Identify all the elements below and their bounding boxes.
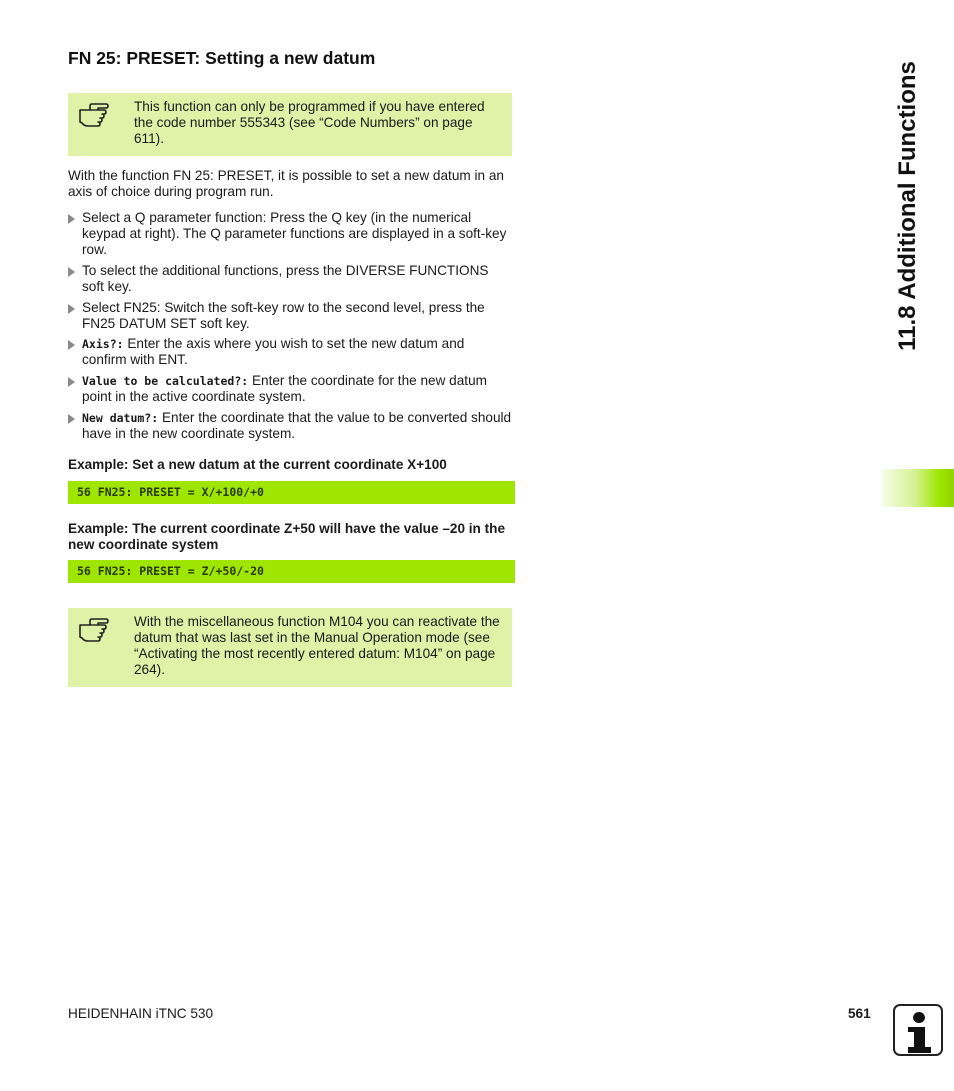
list-item bbox=[68, 336, 512, 368]
footer-product: HEIDENHAIN iTNC 530 bbox=[68, 1006, 214, 1021]
triangle-bullet-icon bbox=[68, 214, 75, 224]
triangle-bullet-icon bbox=[68, 267, 75, 277]
step-text: Enter the axis where you wish to set the new datum and confirm with ENT. bbox=[82, 336, 465, 367]
chapter-side-title bbox=[878, 56, 938, 356]
example-title-1: Example: Set a new datum at the current coordinate X+100 bbox=[68, 457, 447, 472]
list-item bbox=[68, 410, 512, 442]
chapter-tab-marker bbox=[882, 469, 954, 507]
note-text: With the miscellaneous function M104 you can reactivate the datum that was last set in the Manual Operation mode (see “Activating the most recently entered datum: M104” on page 264). bbox=[134, 614, 500, 677]
step-text: Enter the coordinate that the value to be converted should have in the new coordinate system. bbox=[82, 410, 512, 441]
list-item bbox=[68, 263, 512, 295]
pointing-hand-icon bbox=[78, 101, 110, 129]
code-block-1: 56 FN25: PRESET = X/+100/+0 bbox=[68, 481, 515, 504]
info-icon bbox=[893, 1004, 943, 1056]
intro-paragraph: With the function FN 25: PRESET, it is possible to set a new datum in an axis of choice during program run. bbox=[68, 168, 504, 199]
note-box-code-number bbox=[68, 93, 512, 156]
step-text: To select the additional functions, press the DIVERSE FUNCTIONS soft key. bbox=[82, 263, 489, 294]
note-text: This function can only be programmed if you have entered the code number 555343 (see “Code Numbers” on page 611). bbox=[134, 99, 485, 146]
triangle-bullet-icon bbox=[68, 414, 75, 424]
list-item bbox=[68, 373, 512, 405]
list-item bbox=[68, 300, 512, 332]
step-text: Enter the coordinate for the new datum point in the active coordinate system. bbox=[82, 373, 487, 404]
code-block-2: 56 FN25: PRESET = Z/+50/-20 bbox=[68, 560, 515, 583]
page-number: 561 bbox=[848, 1006, 871, 1021]
pointing-hand-icon bbox=[78, 616, 110, 644]
example-title-2: Example: The current coordinate Z+50 will have the value –20 in the new coordinate system bbox=[68, 521, 506, 552]
prompt-key: New datum?: bbox=[82, 411, 159, 425]
list-item bbox=[68, 210, 512, 258]
step-text: Select FN25: Switch the soft-key row to the second level, press the FN25 DATUM SET soft key. bbox=[82, 300, 485, 331]
triangle-bullet-icon bbox=[68, 304, 75, 314]
prompt-key: Value to be calculated?: bbox=[82, 374, 249, 388]
triangle-bullet-icon bbox=[68, 340, 75, 350]
chapter-title-text: 11.8 Additional Functions bbox=[894, 61, 921, 351]
triangle-bullet-icon bbox=[68, 377, 75, 387]
prompt-key: Axis?: bbox=[82, 337, 124, 351]
note-box-m104 bbox=[68, 608, 512, 687]
section-heading: FN 25: PRESET: Setting a new datum bbox=[68, 48, 376, 68]
step-text: Select a Q parameter function: Press the Q key (in the numerical keypad at right). The Q parameter functions are displayed in a soft-key row. bbox=[82, 210, 507, 257]
